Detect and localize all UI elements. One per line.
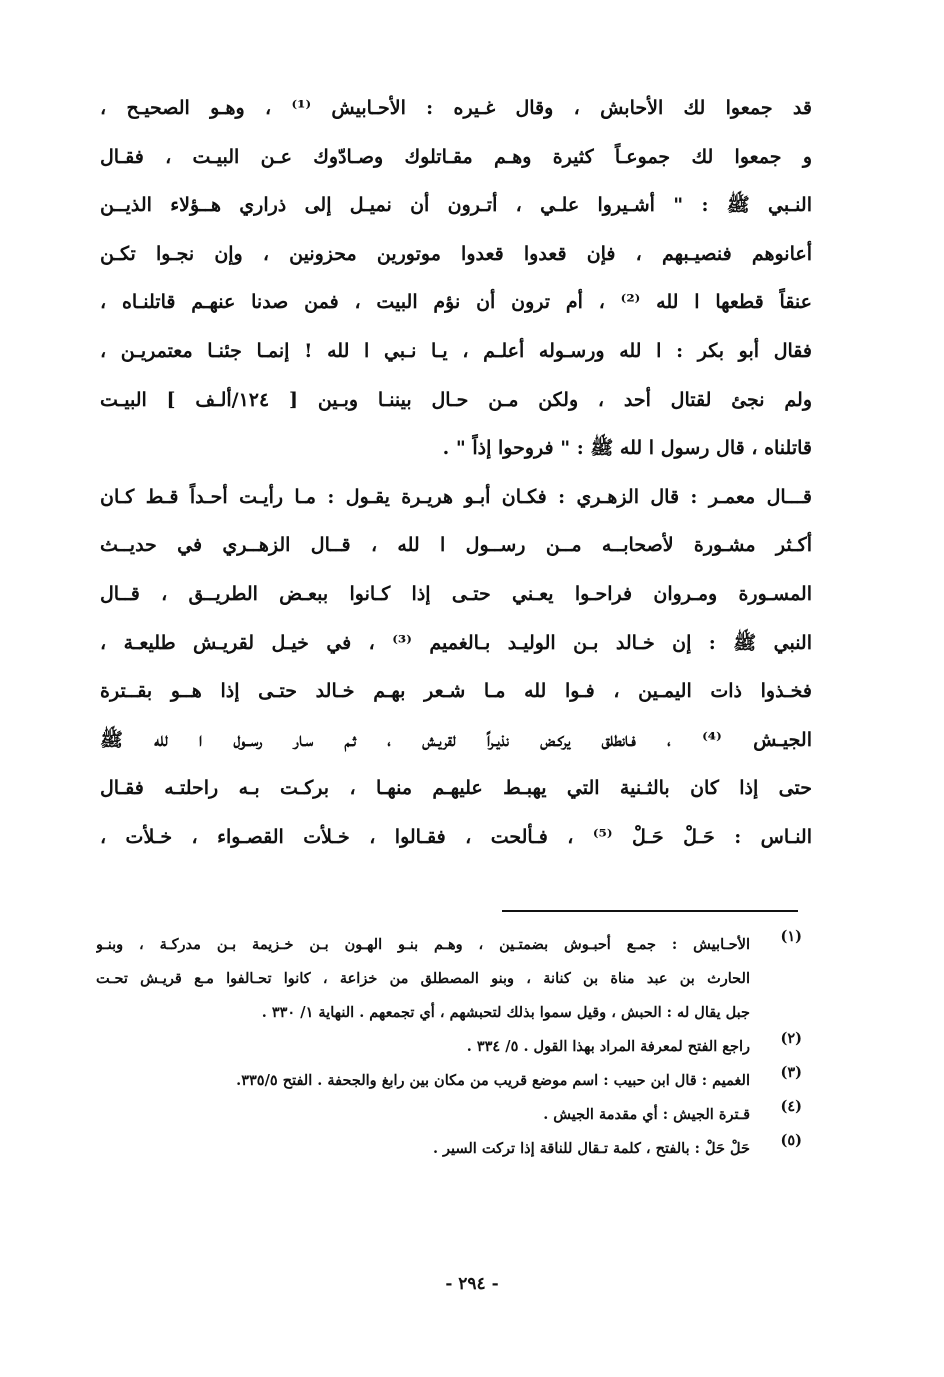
footnote [96, 928, 802, 1030]
footnote [96, 1132, 802, 1166]
page-number: - ٢٩٤ - [445, 1274, 499, 1294]
text-line: حتى إذا كان بالثـنية التي يهبـط عليهـم منهـا ، بركـت بـه راحلتـه فقـال [100, 777, 812, 800]
footnote-number: (٤) [780, 1098, 802, 1115]
footnote-line: راجع الفتح لمعرفة المراد بهذا القول . ٥/ ٣٣٤ . [466, 1038, 750, 1055]
text-line: عنقاً قطعها ا لله ⁽²⁾ ، أم ترون أن نؤم البيت ، فمن صدنا عنهـم قاتلنـاه ، [100, 291, 812, 314]
text-line: المسـورة ومـروان فراحـوا يعـني حتـى إذا كـانوا ببعـض الطريــق ، قــال [100, 582, 812, 605]
text-line: فقال أبو بكر : ا لله ورسـوله أعلـم ، يـا نـبي ا لله ! إنمـا جئنـا معتمريـن ، [100, 339, 812, 362]
footnote-line: الحارث بن عبد مناة بن كنانة ، وبنو المصطلق من خزاعة ، كانوا تحـالفوا مـع قريـش تحـت [96, 970, 750, 987]
footnote-line: قـترة الجيش : أي مقدمة الجيش . [543, 1106, 750, 1123]
text-line: فخـذوا ذات اليمـين ، فـوا لله مـا شـعر بهـم خـالد حتـى إذا هــو بقــترة [100, 680, 812, 703]
footnote [96, 1064, 802, 1098]
text-line: النـبي ﷺ : " أشـيروا علـي ، أتـرون أن نميـل إلى ذراري هــؤلاء الذيــن [100, 194, 812, 217]
text-line: النـاس : حَـلْ حَـلْ ⁽⁵⁾ ، فـألحت ، فقـالوا ، خـلأت القصـواء ، خـلأت ، [100, 825, 812, 848]
footnote [96, 1098, 802, 1132]
text-line: أعانوهم فنصيـبهم ، فإن قعدوا قعدوا موتورين محزونين ، وإن نجـوا تكـن [100, 242, 812, 265]
footnote-number: (٣) [780, 1064, 802, 1081]
footnote-number: (١) [780, 928, 802, 945]
footnote-line: حَلْ حَلْ : بالفتح ، كلمة تـقال للناقة إذا تركت السير . [432, 1140, 750, 1157]
footnote-line: الغميم : قال ابن حبيب : اسم موضع قريب من مكان بين رابغ والجحفة . الفتح ٣٣٥/٥. [236, 1072, 750, 1089]
text-line: قد جمعوا لك الأحابش ، وقال غـيره : الأحـابيش ⁽¹⁾ ، وهـو الصحيـح ، [100, 97, 812, 119]
text-line: و جمعوا لك جموعـاً كثيرة وهـم مقـاتلوك وصـادّوك عـن البيـت ، فقـال [100, 145, 812, 168]
footnote [96, 1030, 802, 1064]
text-line: أكـثر مشـورة لأصحابــه مــن رســول ا لله ، قــال الزهــري في حديــث [100, 534, 812, 557]
text-line: قـــال معمـر : قال الزهـري : فكـان أبـو هريـرة يقـول : مـا رأيـت أحـداً قـط كـان [100, 485, 812, 508]
footnote-separator [502, 910, 798, 912]
footnote-line: جبل يقال له : الحبش ، وقيل سموا بذلك لتحبشهم ، أي تجمعهم . النهاية ١/ ٣٣٠ . [261, 1004, 750, 1021]
footnote-number: (٢) [780, 1030, 802, 1047]
text-line: النبي ﷺ : إن خـالد بـن الوليـد بـالغميم ⁽³⁾ ، في خيـل لقريـش طليعـة ، [100, 631, 812, 654]
text-line: الجيـش ⁽⁴⁾ ، فـانطلق يركـض نذيـراً لقريـش ، ثـم سـار رســول ا لله ﷺ [100, 728, 812, 751]
main-text [100, 84, 812, 862]
text-line: ولم نجئ لقتال أحد ، ولكن مـن حـال بيننـا وبـين [ ١٢٤/ألـف ] البيـت [100, 388, 812, 411]
text-line: قاتلناه ، قال رسول ا لله ﷺ : " فروحوا إذاً " . [442, 437, 812, 460]
footnote-number: (٥) [780, 1132, 802, 1149]
footnote-line: الأحـابيش : جمـع أحبـوش بضمتـين ، وهـم بنـو الهـون بـن خـزيمة بـن مدركـة ، وبنـو [96, 936, 750, 953]
footnotes [96, 928, 802, 1166]
